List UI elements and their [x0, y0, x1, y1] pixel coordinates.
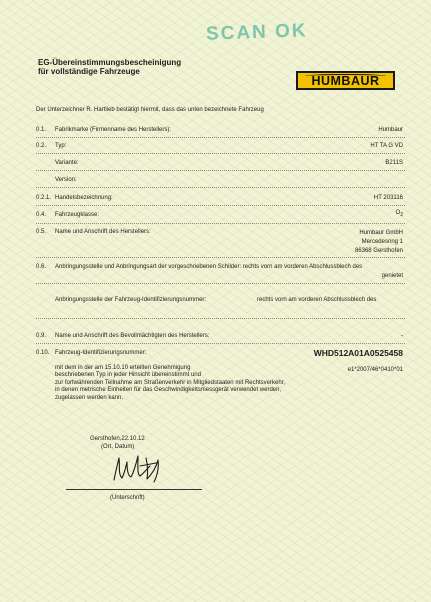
row-number: 0.9.: [36, 333, 47, 339]
row-label: Fahrzeugklasse:: [55, 212, 100, 218]
row-label: Fahrzeug-Identifizierungsnummer:: [55, 350, 147, 356]
place-date-caption: (Ort, Datum): [101, 444, 135, 450]
approval-number: e1*2007/46*0410*01: [347, 367, 403, 373]
row-number: 0.5.: [36, 229, 47, 235]
row-value: rechts vorn am vorderen Abschlussblech des: [257, 297, 377, 303]
row-divider: [36, 153, 405, 154]
paragraph-line: beschriebenen Typ in jeder Hinsicht übereinstimmt und: [55, 372, 201, 379]
paragraph-line: zugelassen werden kann.: [55, 394, 124, 401]
row-label: Fabrikmarke (Firmenname des Herstellers):: [55, 127, 172, 133]
logo-arc: [305, 74, 386, 78]
row-label: Name und Anschrift des Herstellers:: [55, 229, 151, 235]
title-line-2: für vollständige Fahrzeuge: [38, 67, 140, 76]
row-divider: [36, 257, 405, 258]
paragraph-line: mit dem in der am 15.10.10 erteilten Genehmigung: [55, 365, 191, 371]
signature-line: [66, 489, 202, 490]
paragraph-line: zur fortwährenden Teilnahme am Straßenverkehr in Mitgliedstaaten mit Rechtsverkehr,: [55, 379, 285, 386]
paragraph-line: in denen metrische Einheiten für das Geschwindigkeitsmessgerät verwendet werden,: [55, 387, 282, 394]
row-divider: [36, 223, 405, 224]
document-title: [38, 58, 181, 76]
row-label: Name und Anschrift des Bevollmächtigten des Herstellers:: [55, 333, 210, 339]
row-divider: [36, 343, 405, 344]
intro-text: Der Unterzeichner R. Hartlieb bestätigt hiermit, dass das unten bezeichnete Fahrzeug: [36, 107, 264, 113]
row-value: HT TA G VD: [370, 143, 403, 149]
row-value: -: [401, 333, 403, 339]
title-line-1: EG-Übereinstimmungsbescheinigung: [38, 58, 182, 67]
row-label: Typ:: [55, 143, 67, 149]
row-number: 0.2.: [36, 143, 47, 149]
row-label: Version:: [55, 177, 77, 183]
row-divider: [36, 137, 405, 138]
scan-ok-stamp: SCAN OK: [205, 20, 308, 45]
declaration-paragraph: [55, 365, 315, 402]
row-divider: [36, 170, 405, 171]
row-label: Anbringungsstelle der Fahrzeug-Identifizierungsnummer:: [55, 297, 207, 303]
row-number: 0.2.1.: [36, 195, 52, 201]
row-label: Anbringungsstelle und Anbringungsart der vorgeschriebenen Schilder: rechts vorn am vorderen Abschlussblech des: [55, 264, 363, 270]
handwritten-signature: [110, 452, 166, 486]
row-divider: [36, 283, 405, 284]
vehicle-class-subscript: 2: [400, 212, 403, 219]
row-value: Humbaur: [378, 127, 403, 133]
row-divider: [36, 187, 405, 188]
row-divider: [36, 318, 405, 319]
signature-caption: (Unterschrift): [110, 495, 145, 501]
row-value: HT 203116: [373, 195, 403, 201]
row-number: 0.4.: [36, 212, 47, 218]
address-line: Mercedesring 1: [361, 239, 403, 245]
humbaur-logo: [296, 71, 395, 90]
logo-text: HUMBAUR: [311, 73, 380, 88]
row-label: Handelsbezeichnung:: [55, 195, 113, 201]
address-line: Humbaur GmbH: [359, 230, 403, 236]
address-line: 86368 Gersthofen: [354, 248, 403, 254]
manufacturer-address: [355, 229, 403, 256]
vehicle-class-letter: O: [395, 210, 401, 216]
row-divider: [36, 205, 405, 206]
vin-value: WHD512A01A0525458: [313, 348, 403, 358]
row-number: 0.10.: [36, 350, 50, 356]
row-number: 0.1.: [36, 127, 47, 133]
row-value: B211S: [385, 160, 403, 166]
place-date: Gersthofen,22.10.12: [90, 436, 145, 442]
row-number: 0.6.: [36, 264, 47, 270]
row-value: genietet: [381, 273, 403, 279]
row-label: Variante:: [55, 160, 79, 166]
vehicle-class-value: [396, 210, 403, 218]
